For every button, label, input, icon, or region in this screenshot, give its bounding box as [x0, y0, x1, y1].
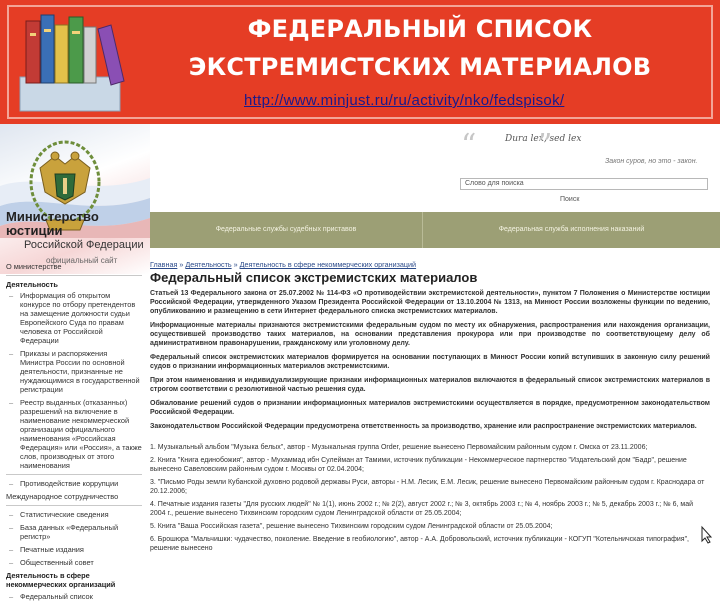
content-paragraph: При этом наименования и индивидуализирующие признаки информационных материалов включаются в федеральный список экстремистских материалов в строгом соответствии с резолютивной частью решения суда.: [150, 377, 710, 393]
sidebar-item-nko[interactable]: Деятельность в сфере некоммерческих организаций: [6, 571, 116, 589]
search-input[interactable]: [460, 178, 708, 190]
close-quote-icon: ”: [537, 128, 553, 163]
motto-russian: Закон суров, но это - закон.: [605, 158, 698, 165]
sidebar-item-label: Приказы и распоряжения Министра России по основной деятельности, признанные не нуждающимися в государственной регистрации: [20, 349, 140, 394]
page-title: Федеральный список экстремистских материалов: [150, 270, 478, 285]
top-nav-bar: [150, 212, 720, 248]
sidebar-item-echr-contest[interactable]: [6, 291, 142, 345]
main-content: [150, 260, 710, 557]
list-item: 4. Печатные издания газеты "Для русских людей" № 1(1), июнь 2002 г.; № 2(2), август 2002 г.; № 3, октябрь 2003 г.; № 4, ноябрь 2003 г.; № 5, декабрь 2003 г.; № 6, май 2004 г., решение вынесено Тихвинским городским судом Ленинградской области от 25.05.2004;: [150, 501, 694, 517]
sidebar-item-international[interactable]: Международное сотрудничество: [6, 492, 119, 501]
extremist-materials-list: [150, 443, 710, 553]
dash-icon: –: [9, 349, 14, 358]
ministry-name: Министерство юстиции: [6, 209, 99, 238]
list-item: 5. Книга "Ваша Российская газета", решение вынесено Тихвинским городским судом Ленинградской области от 25.05.2004;: [150, 523, 553, 530]
content-paragraph: Информационные материалы признаются экстремистскими федеральным судом по месту их обнаружения, распространения или нахождения организации, осуществившей производство таких материалов, на основании представления прокурора или при производстве по соответствующему делу об административном правонарушении, гражданскому или уголовному делу.: [150, 322, 710, 347]
dash-icon: –: [9, 523, 14, 532]
list-item: 6. Брошюра "Мальчишки: чудачество, поколение. Введение в геобиологию", автор - А.А. Добровольский, источник публикации - КОГУП "Котельничская типография", решение вынесено: [150, 536, 689, 552]
sidebar-divider: [6, 505, 142, 506]
sidebar-item-about[interactable]: О министерстве: [6, 262, 62, 271]
breadcrumb-nko[interactable]: Деятельность в сфере некоммерческих организаций: [239, 260, 417, 269]
sidebar-item-anticorruption[interactable]: [6, 479, 142, 488]
sidebar-item-statistics[interactable]: [6, 510, 142, 519]
search-button[interactable]: Поиск: [560, 196, 580, 203]
sidebar-item-federal-list[interactable]: [6, 592, 142, 601]
sidebar-item-label: База данных «Федеральный регистр»: [20, 523, 119, 541]
breadcrumb-separator: »: [233, 260, 238, 269]
books-icon: [14, 7, 134, 115]
dash-icon: –: [9, 398, 14, 407]
open-quote-icon: “: [461, 128, 477, 163]
content-paragraph: Статьей 13 Федерального закона от 25.07.2002 № 114-ФЗ «О противодействии экстремистской деятельности», пунктом 7 Положения о Министерстве юстиции Российской Федерации, утвержденного Указом Президента Российской Федерации от 13.10.2004 № 1313, на Минюст России возложены функции по ведению, опубликованию и размещению в сети Интернет федерального списка экстремистских материалов.: [150, 290, 710, 315]
list-item: 1. Музыкальный альбом "Музыка белых", автор - Музыкальная группа Order, решение вынесено Первомайским районным судом г. Омска от 23.11.2006;: [150, 444, 648, 451]
breadcrumb-activity[interactable]: Деятельность: [185, 260, 232, 269]
list-item: 3. "Письмо Роды земли Кубанской духовно родовой державы Руси, авторы - Н.М. Лесик, Е.М. Лесик, решение вынесено Первомайским районным судом г. Краснодара от 20.12.2006;: [150, 479, 705, 495]
breadcrumb-separator: »: [179, 260, 184, 269]
website-screenshot: [0, 124, 720, 601]
sidebar-item-publications[interactable]: [6, 545, 142, 554]
breadcrumb: [150, 260, 710, 269]
slide-title-line-2: ЭКСТРЕМИСТСКИХ МАТЕРИАЛОВ: [188, 53, 652, 81]
sidebar-item-label: Статистические сведения: [20, 510, 109, 519]
dash-icon: –: [9, 291, 14, 300]
dash-icon: –: [9, 558, 14, 567]
sidebar-divider: [6, 275, 142, 276]
ministry-country: Российской Федерации: [24, 239, 144, 251]
official-site-label: официальный сайт: [46, 256, 118, 265]
dash-icon: –: [9, 592, 14, 601]
slide-header: [0, 0, 720, 124]
sidebar-item-public-council[interactable]: [6, 558, 142, 567]
sidebar-item-label: Реестр выданных (отказанных) разрешений на включение в наименование некоммерческой организации официального наименования «Российская Федерация» или «Россия», а также слов, производных от этого наименования: [20, 398, 142, 470]
dash-icon: –: [9, 510, 14, 519]
sidebar-item-registry[interactable]: [6, 398, 142, 470]
dash-icon: –: [9, 545, 14, 554]
left-sidebar: [6, 262, 142, 605]
source-url-link[interactable]: http://www.minjust.ru/ru/activity/nko/fedspisok/: [244, 92, 565, 109]
sidebar-item-label: Федеральный список: [20, 592, 93, 601]
ministry-logo[interactable]: [6, 210, 150, 265]
sidebar-section-activity[interactable]: Деятельность: [6, 280, 58, 289]
content-paragraph: Федеральный список экстремистских материалов формируется на основании поступающих в Минюст России копий вступивших в законную силу решений судов о признании информационных материалов экстремистскими.: [150, 354, 710, 370]
sidebar-item-label: Общественный совет: [20, 558, 94, 567]
sidebar-item-orders[interactable]: [6, 349, 142, 394]
nav-bailiff-service[interactable]: Федеральные службы судебных приставов: [215, 226, 357, 233]
sidebar-item-label: Печатные издания: [20, 545, 84, 554]
breadcrumb-home[interactable]: Главная: [150, 260, 178, 269]
sidebar-item-federal-register[interactable]: [6, 523, 142, 541]
search-placeholder: Слово для поиска: [465, 180, 524, 187]
slide-title-line-1: ФЕДЕРАЛЬНЫЙ СПИСОК: [247, 15, 593, 43]
content-paragraph: Законодательством Российской Федерации предусмотрена ответственность за производство, хранение или распространение экстремистских материалов.: [150, 423, 697, 430]
sidebar-item-label: Противодействие коррупции: [20, 479, 119, 488]
motto-latin: Dura lex, sed lex: [505, 134, 582, 144]
slide-title: [150, 10, 690, 86]
list-item: 2. Книга "Книга единобожия", автор - Мухаммад ибн Сулейман ат Тамими, источник публикации - Некоммерческое партнерство "Издательский дом "Бадр", решение вынесено Савеловским районным судом г. Москвы от 02.04.2004;: [150, 457, 687, 473]
mouse-pointer-icon: [700, 526, 714, 544]
nav-penitentiary-service[interactable]: Федеральная служба исполнения наказаний: [498, 226, 645, 233]
dash-icon: –: [9, 479, 14, 488]
content-paragraph: Обжалование решений судов о признании информационных материалов экстремистскими осуществляется в порядке, предусмотренном законодательством Российской Федерации.: [150, 400, 710, 416]
sidebar-item-label: Информация об открытом конкурсе по отбору претендентов на замещение должности судьи Европейского Суда по правам человека от Российской Федерации: [20, 291, 136, 345]
sidebar-divider: [6, 474, 142, 475]
